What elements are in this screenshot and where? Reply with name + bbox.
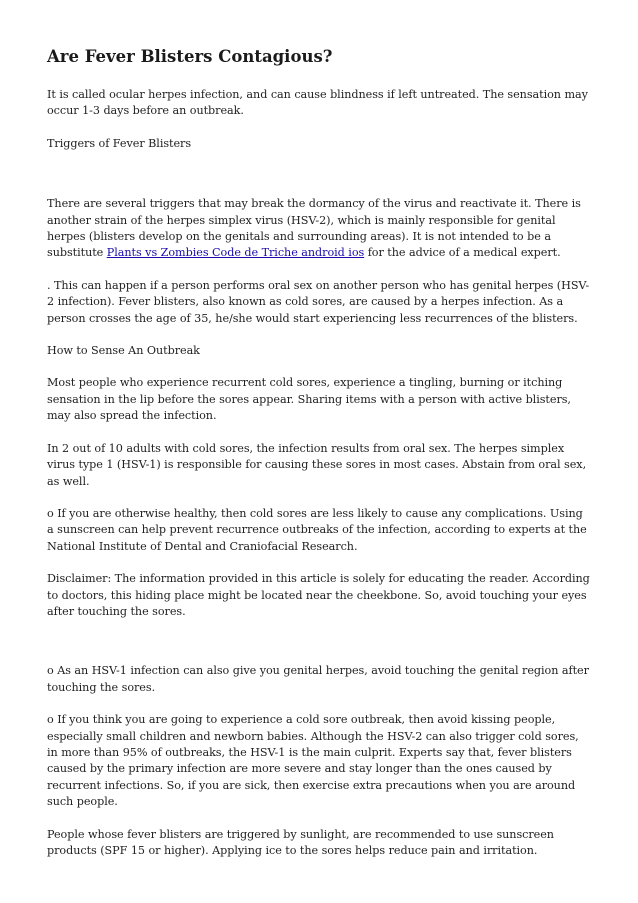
paragraph-ocular-herpes: It is called ocular herpes infection, and can cause blindness if left untreated. The sensation may occur 1-3 days before an outbreak.: [47, 88, 588, 118]
section-heading-triggers: Triggers of Fever Blisters: [47, 136, 192, 150]
section-heading-outbreak: How to Sense An Outbreak: [47, 344, 200, 358]
paragraph-triggers-text: There are several triggers that may break the dormancy of the virus and reactivate it. There is another strain of the herpes simplex virus (HSV-2), which is mainly responsible for genital herpes (blisters develop on the genitals and surrounding areas). It is not intended to be a substitute: [47, 197, 581, 260]
paragraph-sunscreen: People whose fever blisters are triggered by sunlight, are recommended to use sunscreen products (SPF 15 or higher). Applying ice to the sores helps reduce pain and irritation.: [47, 827, 554, 857]
plants-vs-zombies-link[interactable]: Plants vs Zombies Code de Triche android ios: [106, 246, 365, 260]
paragraph-statistics: In 2 out of 10 adults with cold sores, the infection results from oral sex. The herpes simplex virus type 1 (HSV-1) is responsible for causing these sores in most cases. Abstain from oral sex, as well.: [47, 441, 587, 488]
page-title: Are Fever Blisters Contagious?: [47, 47, 333, 66]
paragraph-triggers: [47, 196, 592, 262]
paragraph-tingling: Most people who experience recurrent cold sores, experience a tingling, burning or itching sensation in the lip before the sores appear. Sharing items with a person with active blisters, may also spread the infection.: [47, 376, 571, 423]
paragraph-hsv1-genital: o As an HSV-1 infection can also give you genital herpes, avoid touching the genital region after touching the sores.: [47, 664, 589, 694]
paragraph-disclaimer: Disclaimer: The information provided in this article is solely for educating the reader. According to doctors, this hiding place might be located near the cheekbone. So, avoid touching your eyes after touching the sores.: [47, 572, 590, 618]
paragraph-healthy: o If you are otherwise healthy, then cold sores are less likely to cause any complications. Using a sunscreen can help prevent recurrence outbreaks of the infection, according to experts at the National Institute of Dental and Craniofacial Research.: [47, 506, 587, 553]
paragraph-triggers-text-end: for the advice of a medical expert.: [364, 246, 561, 260]
paragraph-kissing: o If you think you are going to experience a cold sore outbreak, then avoid kissing people, especially small children and newborn babies. Although the HSV-2 can also trigger cold sores, in more than 95% of outbreaks, the HSV-1 is the main culprit. Experts say that, fever blisters caused by the primary infection are more severe and stay longer than the ones caused by recurrent infections. So, if you are sick, then exercise extra precautions when you are around such people.: [47, 713, 579, 809]
paragraph-oral-sex: . This can happen if a person performs oral sex on another person who has genital herpes (HSV-2 infection). Fever blisters, also known as cold sores, are caused by a herpes infection. As a person crosses the age of 35, he/she would start experiencing less recurrences of the blisters.: [47, 278, 590, 325]
